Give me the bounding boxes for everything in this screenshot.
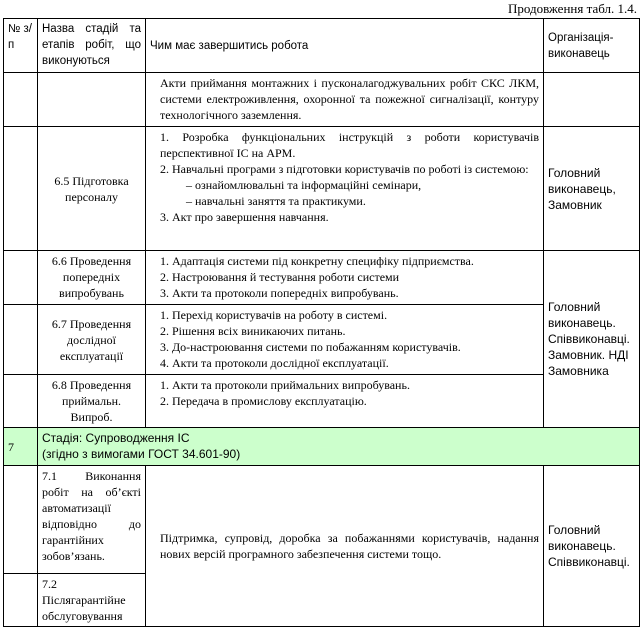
stage-6-8: 6.8 Проведення приймальн. Випроб. (38, 375, 146, 428)
list-item: 1. Адаптація системи під конкретну специфіку підприємства. (160, 254, 474, 268)
header-num: № з/п (4, 19, 38, 73)
list-item: 2. Навчальні програми з підготовки користувачів по роботі із системою: (160, 162, 529, 176)
work-stages-table (3, 18, 640, 627)
table-row (4, 127, 640, 251)
list-item: 1. Розробка функціональних інструкцій з роботи користувачів перспективної ІС на АРМ. (160, 130, 539, 160)
stage-6-7: 6.7 Проведення дослідної експлуатації (38, 305, 146, 375)
results-7: Підтримка, супровід, доробка за побажаннями користувачів, надання нових версій програмного забезпечення системи тощо. (146, 466, 544, 627)
results-6-8 (146, 375, 544, 428)
stage-6-6: 6.6 Проведення попередніх випробувань (38, 251, 146, 305)
list-item: 3. Акт про завершення навчання. (160, 210, 329, 224)
org-7: Головний виконавець. Співвиконавці. (544, 466, 640, 627)
results-6-5 (146, 127, 544, 251)
stage-7-2: 7.2 Післягарантійне обслуговування (38, 574, 146, 627)
table-header-row (4, 19, 640, 73)
table-row (4, 73, 640, 127)
list-item: 2. Рішення всіх виникаючих питань. (160, 324, 346, 338)
org-6-6-to-6-8: Головний виконавець. Співвиконавці. Замовник. НДІ Замовника (544, 251, 640, 428)
list-item: 1. Перехід користувачів на роботу в системі. (160, 308, 388, 322)
results-6-6 (146, 251, 544, 305)
list-item: 2. Настроювання й тестування роботи системи (160, 270, 400, 284)
list-item: 1. Акти та протоколи приймальних випробувань. (160, 378, 410, 392)
list-item: 2. Передача в промислову експлуатацію. (160, 394, 367, 408)
stage-7-num: 7 (4, 428, 38, 466)
stage-7-1: 7.1 Виконання робіт на об’єкті автоматизації відповідно до гарантійних зобов’язань. (38, 466, 146, 574)
table-caption: Продовження табл. 1.4. (507, 1, 637, 16)
acts-text: Акти приймання монтажних і пусконалагоджувальних робіт СКС ЛКМ, системи електроживлення, охоронної та пожежної сигналізації, контуру технологічного заземлення. (146, 73, 544, 127)
list-item: 4. Акти та протоколи дослідної експлуатації. (160, 356, 389, 370)
results-6-7 (146, 305, 544, 375)
header-result: Чим має завершитись робота (146, 19, 544, 73)
org-6-5: Головний виконавець, Замовник (544, 127, 640, 251)
stage-7-row (4, 428, 640, 466)
list-item: – ознайомлювальні та інформаційні семінари, (186, 178, 422, 192)
list-item: 3. Акти та протоколи попередніх випробувань. (160, 286, 399, 300)
list-item: – навчальні заняття та практикуми. (186, 194, 366, 208)
list-item: 3. До-настроювання системи по побажанням користувачів. (160, 340, 461, 354)
stage-7-title: Стадія: Супроводження ІС (згідно з вимогами ГОСТ 34.601-90) (38, 428, 640, 466)
header-org: Організація-виконавець (544, 19, 640, 73)
stage-6-5: 6.5 Підготовка персоналу (38, 127, 146, 251)
header-stage: Назва стадій та етапів робіт, що виконуються (38, 19, 146, 73)
table-row (4, 251, 640, 305)
table-row (4, 466, 640, 574)
